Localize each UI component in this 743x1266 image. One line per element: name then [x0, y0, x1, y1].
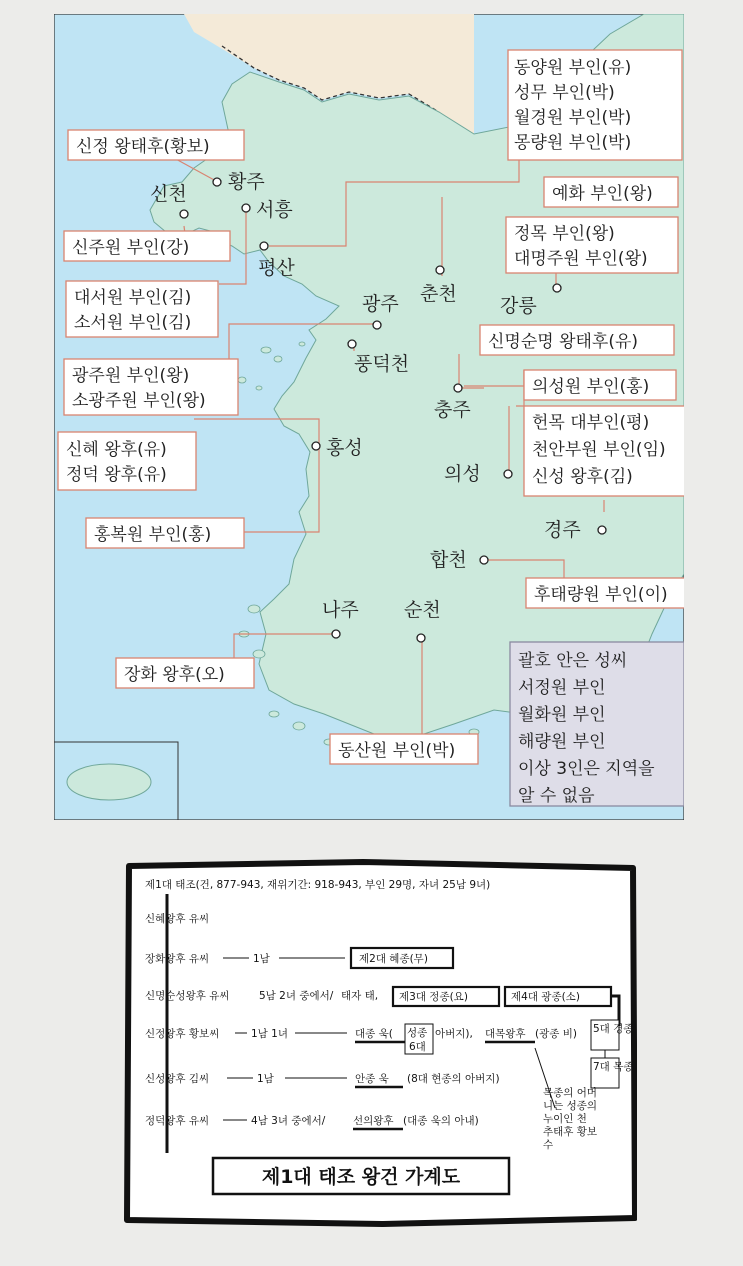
tree-row-janghwa: 장화왕후 유씨 — [145, 953, 210, 965]
svg-text:목종의 어머: 목종의 어머 — [543, 1087, 598, 1099]
svg-text:제4대 광종(소): 제4대 광종(소) — [511, 991, 580, 1003]
svg-text:제2대 혜종(무): 제2대 혜종(무) — [359, 953, 428, 965]
box-jeongmok — [506, 217, 678, 273]
box-dongsan — [330, 734, 478, 764]
tree-row6-seoneui: 선의왕후 — [353, 1115, 394, 1127]
svg-text:동산원 부인(박): 동산원 부인(박) — [338, 741, 456, 761]
tree-row6-note: (대종 욱의 아내) — [403, 1115, 479, 1127]
city-pungdeokcheon: 풍덕천 — [354, 353, 410, 375]
city-pyeongsan: 평산 — [258, 257, 295, 279]
svg-text:해량원 부인: 해량원 부인 — [518, 732, 606, 752]
city-gyeongju: 경주 — [544, 519, 581, 541]
box-top-right — [508, 50, 682, 160]
city-naju: 나주 — [322, 599, 359, 621]
tree-row4-daemok: 대목왕후 — [485, 1028, 526, 1040]
city-gwangju: 광주 — [362, 293, 399, 315]
box-yehwa — [544, 177, 678, 207]
king-6-seongjong — [405, 1024, 433, 1054]
svg-text:광주원 부인(왕): 광주원 부인(왕) — [72, 366, 190, 386]
svg-text:알 수 없음: 알 수 없음 — [518, 786, 595, 806]
svg-text:신주원 부인(강): 신주원 부인(강) — [72, 238, 190, 258]
box-sinjeong — [68, 130, 244, 160]
family-tree-diagram — [123, 858, 637, 1228]
box-janghwa — [116, 658, 254, 688]
svg-text:신명순명 왕태후(유): 신명순명 왕태후(유) — [488, 332, 639, 352]
svg-text:신성 왕후(김): 신성 왕후(김) — [532, 467, 633, 487]
tree-row6-child: 4남 3녀 중에서/ — [251, 1115, 326, 1127]
box-heonmok — [524, 406, 684, 496]
svg-text:동양원 부인(유): 동양원 부인(유) — [514, 58, 632, 78]
svg-text:신정 왕태후(황보): 신정 왕태후(황보) — [76, 137, 210, 157]
svg-text:제3대 정종(요): 제3대 정종(요) — [399, 991, 468, 1003]
svg-text:후태량원 부인(이): 후태량원 부인(이) — [534, 585, 668, 605]
svg-text:대서원 부인(김): 대서원 부인(김) — [74, 288, 192, 308]
box-sinju — [64, 231, 230, 261]
tree-row-sinseong: 신성왕후 김씨 — [145, 1073, 210, 1085]
city-uiseong: 의성 — [444, 463, 481, 485]
svg-text:추태후 황보: 추태후 황보 — [543, 1126, 598, 1138]
svg-text:대명주원 부인(왕): 대명주원 부인(왕) — [514, 249, 648, 269]
svg-text:6대: 6대 — [409, 1041, 426, 1053]
box-sinhye — [58, 432, 196, 490]
box-hongbok — [86, 518, 244, 548]
city-hapcheon: 합천 — [430, 549, 467, 571]
svg-text:의성원 부인(홍): 의성원 부인(홍) — [532, 377, 650, 397]
svg-text:소광주원 부인(왕): 소광주원 부인(왕) — [72, 391, 206, 411]
svg-text:누이인 천: 누이인 천 — [543, 1113, 587, 1125]
svg-text:신혜 왕후(유): 신혜 왕후(유) — [66, 440, 167, 460]
svg-text:서정원 부인: 서정원 부인 — [518, 678, 606, 698]
tree-row4-daejong: 대종 욱( — [355, 1028, 393, 1040]
city-gangneung: 강릉 — [500, 295, 537, 317]
tree-row-jeongdeok: 정덕왕후 유씨 — [145, 1115, 210, 1127]
tree-row3-child: 5남 2녀 중에서/ — [259, 990, 334, 1002]
city-suncheon: 순천 — [404, 599, 441, 621]
svg-text:이상 3인은 지역을: 이상 3인은 지역을 — [518, 759, 655, 779]
box-daeseo — [66, 281, 218, 337]
city-seoheung: 서흥 — [256, 199, 293, 221]
tree-row5-child: 1남 — [257, 1073, 274, 1085]
king-2-hyejong — [351, 948, 453, 968]
tree-row4-daemok-note: (광종 비) — [535, 1028, 577, 1040]
box-sinmyeong — [480, 325, 674, 355]
box-hutaeryang — [526, 578, 684, 608]
city-hongseong: 홍성 — [326, 437, 363, 459]
tree-title-box — [213, 1158, 509, 1194]
tree-row5-anjong: 안종 욱 — [355, 1073, 389, 1085]
city-sincheon: 신천 — [150, 183, 187, 205]
tree-row5-note: (8대 현종의 아버지) — [407, 1073, 500, 1085]
svg-text:정목 부인(왕): 정목 부인(왕) — [514, 224, 615, 244]
box-unknown-region — [510, 642, 684, 806]
box-uiseongwon — [524, 370, 676, 400]
svg-text:괄호 안은 성씨: 괄호 안은 성씨 — [518, 651, 628, 671]
city-chuncheon: 춘천 — [420, 283, 457, 305]
tree-row4-child: 1남 1녀 — [251, 1028, 288, 1040]
tree-row2-child: 1남 — [253, 953, 270, 965]
svg-text:월경원 부인(박): 월경원 부인(박) — [514, 108, 632, 128]
jeju-island — [67, 764, 151, 800]
svg-text:천안부원 부인(임): 천안부원 부인(임) — [532, 440, 666, 460]
svg-text:성무 부인(박): 성무 부인(박) — [514, 83, 615, 103]
king-3-jeongjong — [393, 987, 499, 1006]
city-hwangju: 황주 — [228, 171, 265, 193]
tree-row4-father: 아버지), — [435, 1028, 473, 1040]
tree-row3-prince: 태자 태, — [341, 990, 379, 1002]
tree-row-sinjeong: 신정왕후 황보씨 — [145, 1028, 220, 1040]
svg-text:성종: 성종 — [407, 1027, 428, 1039]
svg-text:제1대 태조 왕건 가계도: 제1대 태조 왕건 가계도 — [261, 1166, 461, 1188]
svg-text:7대 목종: 7대 목종 — [593, 1061, 634, 1073]
svg-text:홍복원 부인(홍): 홍복원 부인(홍) — [94, 525, 212, 545]
svg-text:장화 왕후(오): 장화 왕후(오) — [124, 665, 225, 685]
svg-text:헌목 대부인(평): 헌목 대부인(평) — [532, 413, 650, 433]
tree-header: 제1대 태조(건, 877-943, 재위기간: 918-943, 부인 29명, 자녀 25남 9녀) — [145, 879, 491, 891]
svg-text:수: 수 — [543, 1139, 554, 1151]
svg-text:몽량원 부인(박): 몽량원 부인(박) — [514, 133, 632, 153]
wives-region-map — [54, 14, 684, 820]
svg-text:정덕 왕후(유): 정덕 왕후(유) — [66, 465, 167, 485]
svg-text:소서원 부인(김): 소서원 부인(김) — [74, 313, 192, 333]
king-4-gwangjong — [505, 987, 611, 1006]
tree-row-sinmyeong: 신명순성왕후 유씨 — [145, 990, 230, 1002]
svg-text:예화 부인(왕): 예화 부인(왕) — [552, 184, 653, 204]
box-gwangjuwon — [64, 359, 238, 415]
svg-text:니는 성종의: 니는 성종의 — [543, 1100, 598, 1112]
tree-row-sinhye: 신혜왕후 유씨 — [145, 913, 210, 925]
city-chungju: 충주 — [434, 399, 471, 421]
svg-text:월화원 부인: 월화원 부인 — [518, 705, 606, 725]
svg-text:5대 경종: 5대 경종 — [593, 1023, 634, 1035]
